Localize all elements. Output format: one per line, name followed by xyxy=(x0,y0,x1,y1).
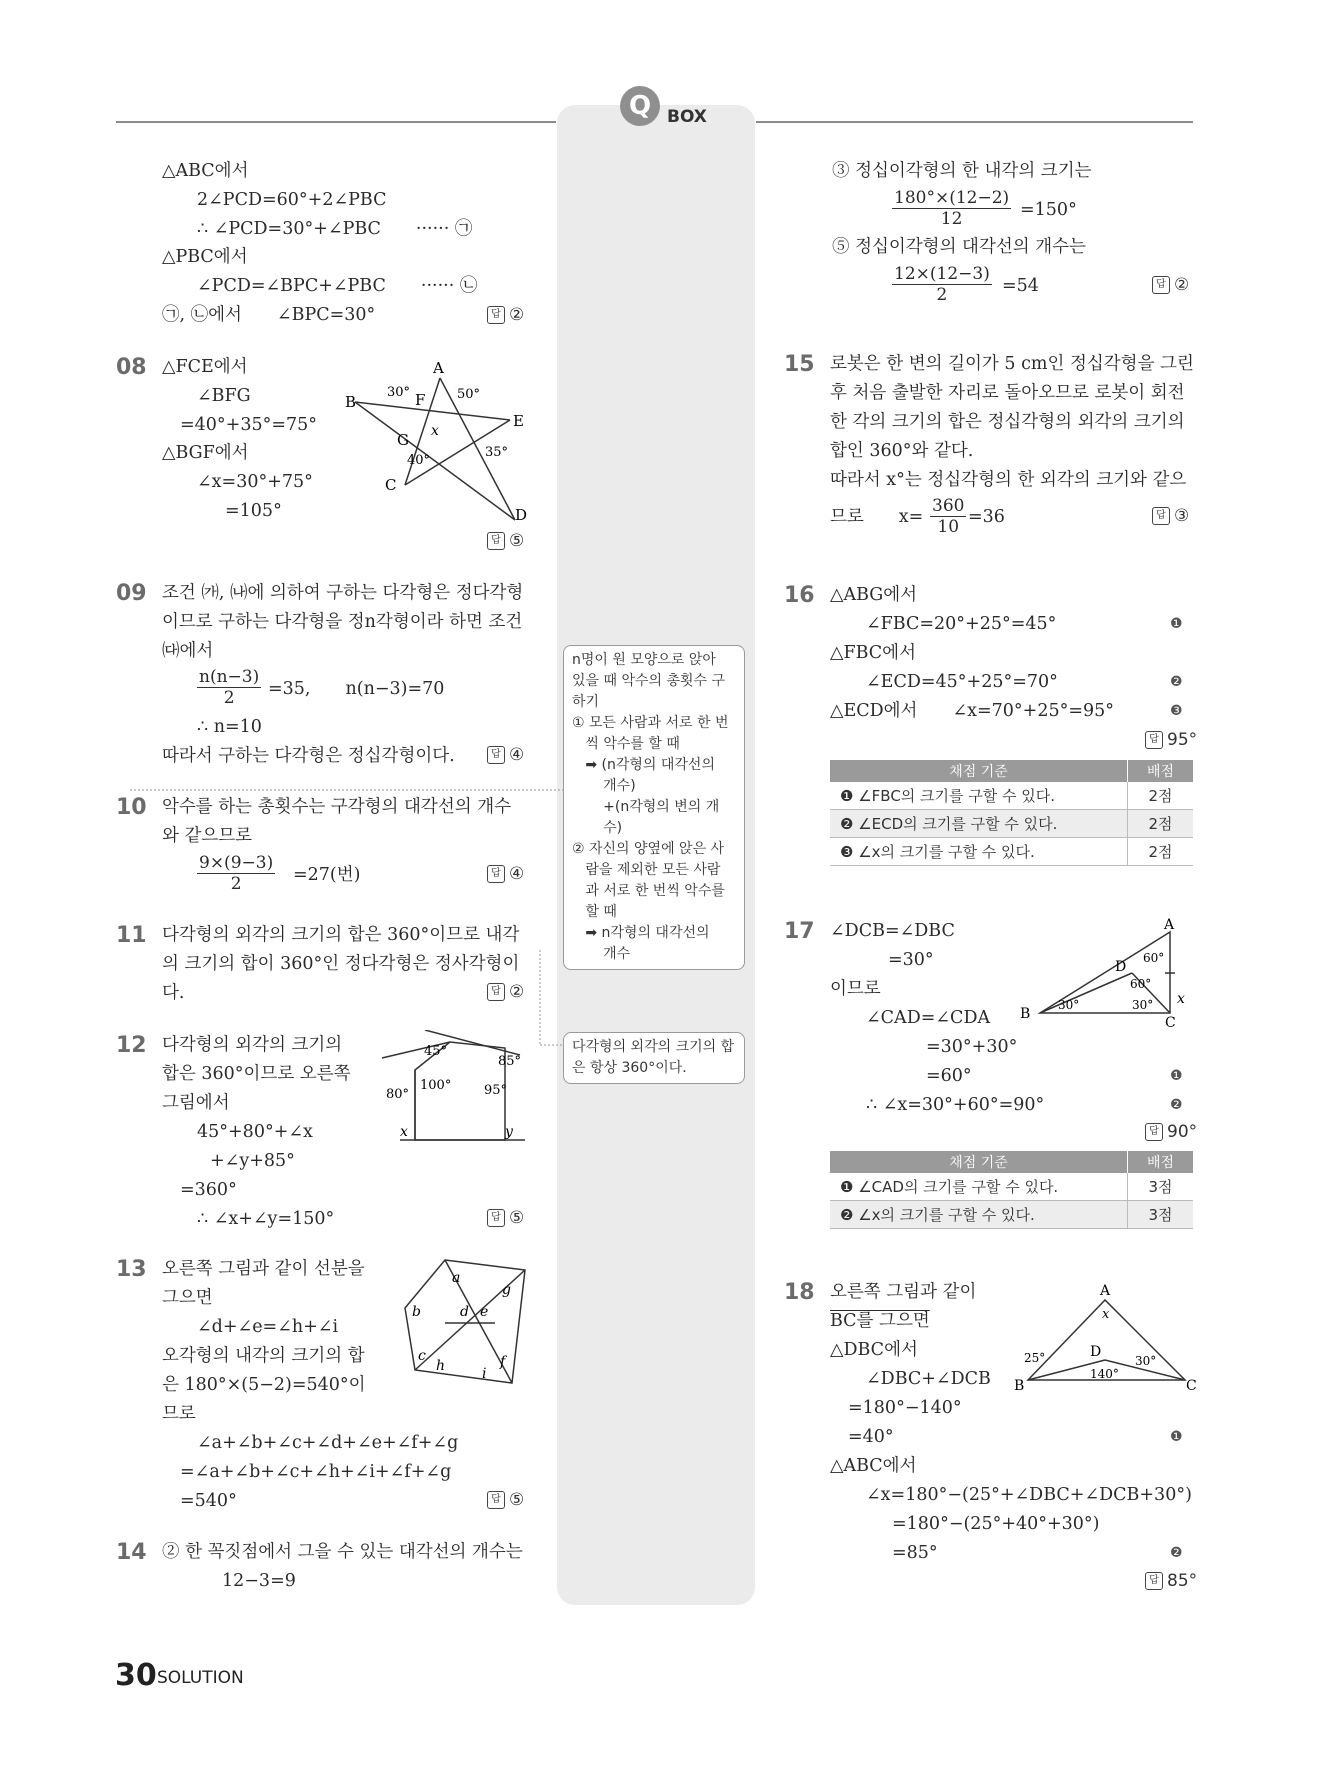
tip-line: 씩 악수를 할 때 xyxy=(572,736,680,752)
table-cell: ❶ ∠FBC의 크기를 구할 수 있다. xyxy=(830,782,1128,810)
tip-line: 은 항상 360°이다. xyxy=(572,1060,687,1076)
p12-line: 그림에서 xyxy=(162,1093,230,1113)
p08-line: ∠x=30°+75° xyxy=(197,472,313,492)
p18-line: BC를 그으면 xyxy=(830,1311,930,1331)
fig-label: 30° xyxy=(387,385,411,400)
fig-label: G xyxy=(397,431,409,449)
tip-line: +(n각형의 변의 개 xyxy=(572,799,720,815)
p18-line: =180°−140° xyxy=(848,1398,962,1418)
intro-line: ∴ ∠PCD=30°+∠PBC ······ ㉠ xyxy=(197,219,473,239)
p15-line: 한 각의 크기의 합은 정십각형의 외각의 크기의 xyxy=(830,412,1185,432)
p11-line: 의 크기의 합이 360°인 정다각형은 정사각형이 xyxy=(162,954,520,974)
answer-mark: 답 ② xyxy=(487,982,524,1002)
frac-denominator: 10 xyxy=(937,517,960,537)
answer-mark: 답 ④ xyxy=(487,745,524,765)
fig-label: 50° xyxy=(457,387,481,402)
table-head: 채점 기준 xyxy=(830,760,1128,782)
p18-line: ∠x=180°−(25°+∠DBC+∠DCB+30°) xyxy=(866,1485,1192,1505)
p17-line: =30° xyxy=(888,950,934,970)
p09-line: 이므로 구하는 다각형을 정n각형이라 하면 조건 xyxy=(162,612,523,632)
problem-number: 16 xyxy=(784,583,815,608)
p15-line: 로봇은 한 변의 길이가 5 cm인 정십각형을 그린 xyxy=(830,354,1194,374)
problem-number: 15 xyxy=(784,352,815,377)
page-number: 30 xyxy=(115,1658,157,1693)
tip-line: 과 서로 한 번씩 악수를 xyxy=(572,883,725,899)
p09-line: =35, n(n−3)=70 xyxy=(268,679,445,699)
fig-label: i xyxy=(482,1366,487,1382)
intro-line: ∠PCD=∠BPC+∠PBC ······ ㉡ xyxy=(197,276,478,296)
tip-line: 개수 xyxy=(572,946,631,962)
tip-line: 수) xyxy=(572,820,623,836)
p16-line: △FBC에서 xyxy=(830,643,916,663)
triangle-figure-17 xyxy=(1020,918,1200,1028)
answer-icon: 답 xyxy=(487,1491,505,1509)
fig-label: A xyxy=(1100,1283,1111,1299)
p12-line: 45°+80°+∠x xyxy=(197,1122,313,1142)
step-marker: ❶ xyxy=(1170,1068,1183,1084)
answer-icon: 답 xyxy=(487,532,505,550)
p13-line: =∠a+∠b+∠c+∠h+∠i+∠f+∠g xyxy=(180,1462,452,1482)
problem-number: 18 xyxy=(784,1280,815,1305)
p11-line: 다각형의 외각의 크기의 합은 360°이므로 내각 xyxy=(162,925,520,945)
table-cell: 2점 xyxy=(1128,810,1194,838)
fig-label: x xyxy=(400,1124,408,1140)
p13-line: 므로 xyxy=(162,1404,196,1424)
p08-line: △FCE에서 xyxy=(162,357,248,377)
p08-line: =40°+35°=75° xyxy=(180,415,318,435)
p14-fraction-2 xyxy=(892,264,992,305)
answer-mark: 답 95° xyxy=(1145,730,1197,750)
p17-line: ∴ ∠x=30°+60°=90° xyxy=(866,1095,1045,1115)
p17-line: =60° xyxy=(926,1066,972,1086)
box-label: BOX xyxy=(667,107,707,127)
p12-line: +∠y+85° xyxy=(210,1151,295,1171)
p12-line: =360° xyxy=(180,1180,237,1200)
fig-label: 35° xyxy=(485,445,509,460)
answer-icon: 답 xyxy=(487,746,505,764)
step-marker: ❷ xyxy=(1170,674,1183,690)
p08-line: =105° xyxy=(225,501,282,521)
p14-cont-line: =54 xyxy=(1002,276,1039,296)
answer-icon: 답 xyxy=(487,306,505,324)
q-badge: Q xyxy=(620,86,660,126)
table-cell: 3점 xyxy=(1128,1201,1194,1229)
fig-label: A xyxy=(1164,918,1175,933)
fig-label: 30° xyxy=(1135,1354,1157,1368)
p13-line: =540° xyxy=(180,1491,237,1511)
tip-line: 다각형의 외각의 크기의 합 xyxy=(572,1039,735,1055)
header-rule-left xyxy=(116,121,556,123)
answer-icon: 답 xyxy=(1145,1572,1163,1590)
problem-number: 14 xyxy=(116,1540,147,1565)
intro-line: 2∠PCD=60°+2∠PBC xyxy=(197,190,387,210)
frac-numerator: 12×(12−3) xyxy=(894,264,990,284)
p16-line: ∠FBC=20°+25°=45° xyxy=(866,614,1057,634)
answer-icon: 답 xyxy=(1145,1123,1163,1141)
fig-label: C xyxy=(1165,1015,1176,1028)
frac-numerator: 9×(9−3) xyxy=(199,853,274,873)
p13-line: 그으면 xyxy=(162,1288,213,1308)
problem-number: 11 xyxy=(116,923,147,948)
fig-label: B xyxy=(345,393,357,411)
tip-line: ➡ (n각형의 대각선의 xyxy=(572,757,715,773)
triangle-figure-18 xyxy=(1010,1280,1200,1395)
table-cell: 3점 xyxy=(1128,1173,1194,1201)
fig-label: F xyxy=(415,391,426,409)
fig-label: x xyxy=(1177,991,1185,1007)
tip-line: n명이 원 모양으로 앉아 xyxy=(572,652,716,668)
fig-label: C xyxy=(1186,1378,1197,1394)
fig-label: h xyxy=(436,1358,446,1374)
frac-denominator: 2 xyxy=(936,285,948,305)
p18-line: =40° xyxy=(848,1427,894,1447)
frac-denominator: 12 xyxy=(940,209,963,229)
answer-icon: 답 xyxy=(487,983,505,1001)
answer-mark: 답 ⑤ xyxy=(487,1208,524,1228)
fig-label: 30° xyxy=(1132,998,1154,1012)
fig-label: B xyxy=(1020,1006,1031,1022)
p14-cont-line: =150° xyxy=(1020,200,1077,220)
fig-label: B xyxy=(1014,1378,1025,1394)
fig-label: A xyxy=(433,360,444,377)
table-cell: ❸ ∠x의 크기를 구할 수 있다. xyxy=(830,838,1128,866)
p15-line: 합인 360°와 같다. xyxy=(830,441,974,461)
p10-line: =27(번) xyxy=(293,865,361,885)
answer-icon: 답 xyxy=(1145,731,1163,749)
answer-mark: 답 ③ xyxy=(1152,506,1189,526)
intro-line: ㉠, ㉡에서 ∠BPC=30° xyxy=(162,305,376,325)
frac-numerator: n(n−3) xyxy=(199,667,260,687)
fig-label: e xyxy=(480,1304,489,1320)
p10-line: 와 같으므로 xyxy=(162,826,253,846)
footer-label: SOLUTION xyxy=(157,1668,244,1688)
p13-line: ∠a+∠b+∠c+∠d+∠e+∠f+∠g xyxy=(197,1433,459,1453)
step-marker: ❷ xyxy=(1170,1097,1183,1113)
intro-line: △PBC에서 xyxy=(162,247,248,267)
table-head: 배점 xyxy=(1128,1151,1194,1173)
p08-line: ∠BFG xyxy=(197,386,251,406)
table-cell: ❷ ∠ECD의 크기를 구할 수 있다. xyxy=(830,810,1128,838)
problem-number: 10 xyxy=(116,795,147,820)
answer-mark: 답 ⑤ xyxy=(487,1490,524,1510)
tip-box-exterior-angle xyxy=(563,1032,745,1084)
table-cell: ❶ ∠CAD의 크기를 구할 수 있다. xyxy=(830,1173,1128,1201)
tip-box-handshake xyxy=(563,645,745,970)
answer-mark: 답 90° xyxy=(1145,1122,1197,1142)
p12-line: 다각형의 외각의 크기의 xyxy=(162,1035,343,1055)
p14-fraction-1 xyxy=(892,188,1011,229)
frac-denominator: 2 xyxy=(223,688,235,708)
fig-label: 95° xyxy=(484,1083,508,1098)
step-marker: ❶ xyxy=(1170,1429,1183,1445)
intro-line: △ABC에서 xyxy=(162,161,249,181)
answer-icon: 답 xyxy=(487,1209,505,1227)
fig-label: 30° xyxy=(1058,998,1080,1012)
p09-line: 따라서 구하는 다각형은 정십각형이다. xyxy=(162,746,455,766)
p15-line: 므로 x= xyxy=(830,507,924,527)
answer-mark: 답 ② xyxy=(487,305,524,325)
p17-line: ∠CAD=∠CDA xyxy=(866,1008,991,1028)
answer-mark: 답 ④ xyxy=(487,864,524,884)
fig-label: C xyxy=(385,476,397,494)
p14-cont-line: ③ 정십이각형의 한 내각의 크기는 xyxy=(832,161,1092,181)
tip-connector xyxy=(130,780,570,1050)
fig-label: x xyxy=(431,423,439,439)
p18-line: △DBC에서 xyxy=(830,1340,918,1360)
table-cell: ❷ ∠x의 크기를 구할 수 있다. xyxy=(830,1201,1128,1229)
p13-line: 오각형의 내각의 크기의 합 xyxy=(162,1346,365,1366)
p09-fraction xyxy=(197,667,261,708)
tip-line: ② 자신의 양옆에 앉은 사 xyxy=(572,841,725,857)
table-head: 채점 기준 xyxy=(830,1151,1128,1173)
fig-label: a xyxy=(452,1270,461,1286)
tip-line: ① 모든 사람과 서로 한 번 xyxy=(572,715,729,731)
p10-line: 악수를 하는 총횟수는 구각형의 대각선의 개수 xyxy=(162,797,512,817)
tip-line: 할 때 xyxy=(572,904,617,920)
p12-line: 합은 360°이므로 오른쪽 xyxy=(162,1064,351,1084)
step-marker: ❶ xyxy=(1170,616,1183,632)
fig-label: D xyxy=(1090,1344,1102,1360)
p15-line: =36 xyxy=(968,507,1005,527)
fig-label: 60° xyxy=(1130,977,1152,991)
p09-line: ∴ n=10 xyxy=(197,717,262,737)
p09-line: ㈐에서 xyxy=(162,641,214,661)
fig-label: 140° xyxy=(1090,1367,1119,1381)
p13-line: ∠d+∠e=∠h+∠i xyxy=(197,1317,339,1337)
p18-line: =180°−(25°+40°+30°) xyxy=(892,1514,1100,1534)
tip-line: 있을 때 악수의 총횟수 구 xyxy=(572,673,726,689)
fig-label: 40° xyxy=(407,453,431,468)
answer-mark: 답 ② xyxy=(1152,275,1189,295)
tip-line: 개수) xyxy=(572,778,636,794)
header-rule-right xyxy=(756,121,1193,123)
table-cell: 2점 xyxy=(1128,782,1194,810)
p17-line: ∠DCB=∠DBC xyxy=(830,921,955,941)
problem-number: 12 xyxy=(116,1033,147,1058)
fig-label: 85° xyxy=(498,1054,522,1069)
p15-fraction xyxy=(930,496,966,537)
p15-line: 후 처음 출발한 자리로 돌아오므로 로봇이 회전 xyxy=(830,383,1185,403)
p11-line: 다. xyxy=(162,983,185,1003)
answer-mark: 답 ⑤ xyxy=(487,531,524,551)
fig-label: b xyxy=(412,1304,421,1320)
p16-line: △ECD에서 ∠x=70°+25°=95° xyxy=(830,701,1115,721)
fig-label: x xyxy=(1102,1307,1110,1322)
tip-line: 하기 xyxy=(572,694,600,710)
p13-line: 은 180°×(5−2)=540°이 xyxy=(162,1375,366,1395)
fig-label: 80° xyxy=(386,1087,410,1102)
table-cell: 2점 xyxy=(1128,838,1194,866)
p18-line: 오른쪽 그림과 같이 xyxy=(830,1282,977,1302)
p18-line: =85° xyxy=(892,1543,938,1563)
frac-numerator: 360 xyxy=(932,496,965,516)
fig-label: 60° xyxy=(1143,951,1165,965)
p16-line: ∠ECD=45°+25°=70° xyxy=(866,672,1058,692)
p17-line: =30°+30° xyxy=(926,1037,1018,1057)
p08-line: △BGF에서 xyxy=(162,443,249,463)
fig-label: E xyxy=(513,412,524,430)
scoring-table-16 xyxy=(830,760,1193,866)
p16-line: △ABG에서 xyxy=(830,585,918,605)
tip-line: ➡ n각형의 대각선의 xyxy=(572,925,710,941)
p17-line: 이므로 xyxy=(830,979,881,999)
scoring-table-17 xyxy=(830,1151,1193,1229)
fig-label: f xyxy=(500,1354,506,1370)
problem-number: 13 xyxy=(116,1257,147,1282)
frac-numerator: 180°×(12−2) xyxy=(894,188,1010,208)
problem-number: 09 xyxy=(116,581,147,606)
step-marker: ❷ xyxy=(1170,1545,1183,1561)
fig-label: 25° xyxy=(1024,1351,1046,1365)
p14-cont-line: ⑤ 정십이각형의 대각선의 개수는 xyxy=(832,237,1086,257)
fig-label: D xyxy=(515,506,528,524)
fig-label: D xyxy=(1115,959,1127,975)
frac-denominator: 2 xyxy=(230,874,242,894)
p18-line: △ABC에서 xyxy=(830,1456,917,1476)
pentagon-star-figure xyxy=(400,1258,530,1393)
answer-icon: 답 xyxy=(1152,507,1170,525)
star-figure xyxy=(345,360,535,525)
p14-line: ② 한 꼭짓점에서 그을 수 있는 대각선의 개수는 xyxy=(162,1542,523,1562)
p14-line: 12−3=9 xyxy=(222,1571,296,1591)
answer-icon: 답 xyxy=(1152,276,1170,294)
p18-line: ∠DBC+∠DCB xyxy=(866,1369,991,1389)
tip-line: 람을 제외한 모든 사람 xyxy=(572,862,721,878)
p12-line: ∴ ∠x+∠y=150° xyxy=(197,1209,335,1229)
fig-label: c xyxy=(418,1348,426,1364)
answer-icon: 답 xyxy=(487,865,505,883)
table-head: 배점 xyxy=(1128,760,1194,782)
problem-number: 08 xyxy=(116,355,147,380)
fig-label: d xyxy=(460,1304,469,1320)
step-marker: ❸ xyxy=(1170,703,1183,719)
problem-number: 17 xyxy=(784,919,815,944)
fig-label: y xyxy=(505,1124,513,1140)
p09-line: 조건 ㈎, ㈏에 의하여 구하는 다각형은 정다각형 xyxy=(162,583,524,603)
fig-label: 45° xyxy=(424,1044,448,1059)
p13-line: 오른쪽 그림과 같이 선분을 xyxy=(162,1259,365,1279)
p15-line: 따라서 x°는 정십각형의 한 외각의 크기와 같으 xyxy=(830,470,1187,490)
answer-mark: 답 85° xyxy=(1145,1571,1197,1591)
fig-label: 100° xyxy=(420,1078,452,1093)
fig-label: g xyxy=(502,1282,511,1298)
